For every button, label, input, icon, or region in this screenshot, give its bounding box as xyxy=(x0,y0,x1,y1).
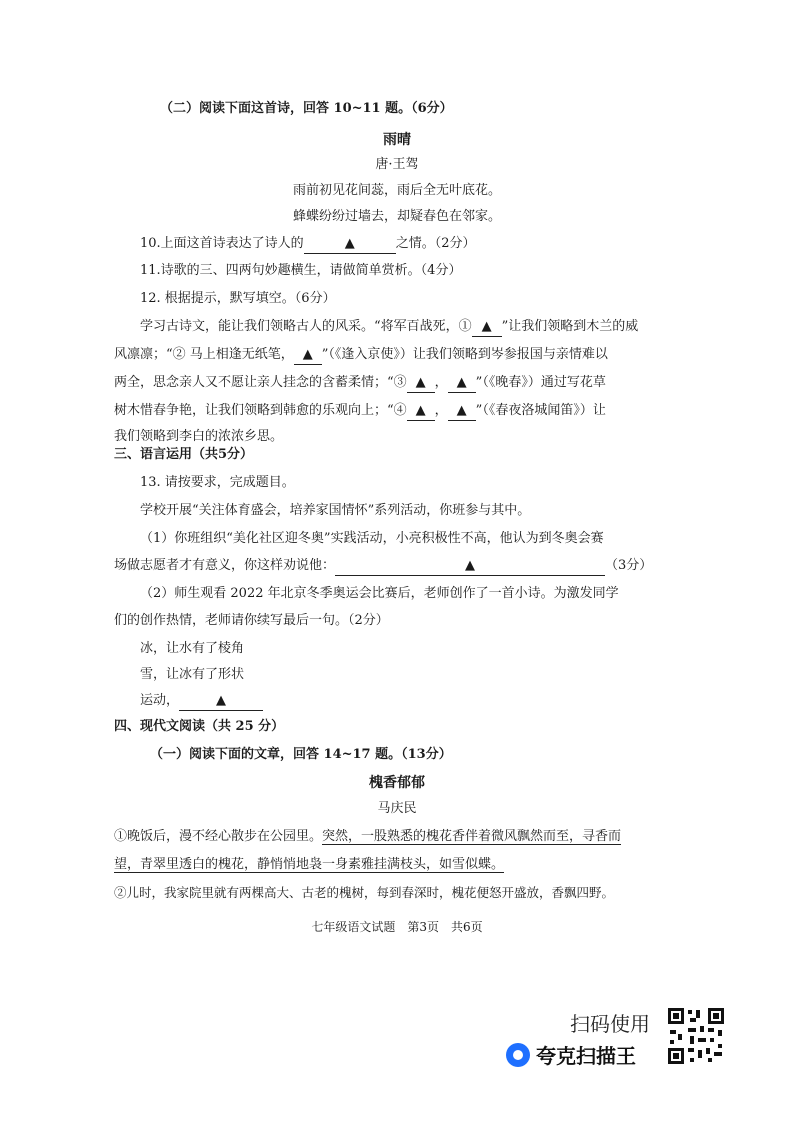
scanner-brand xyxy=(506,1040,636,1069)
text: 运动， xyxy=(140,693,180,708)
paragraph-line xyxy=(114,346,608,365)
answer-blank[interactable]: ▲ xyxy=(304,235,396,254)
text: 学习古诗文，能让我们领略古人的风采。“将军百战死，① xyxy=(140,319,472,334)
paragraph-line: 学校开展“关注体育盛会，培养家国情怀”系列活动，你班参与其中。 xyxy=(140,503,531,518)
poem-line: 冰，让水有了棱角 xyxy=(140,641,245,656)
text: ”（《春夜洛城闻笛》）让 xyxy=(475,403,606,418)
paragraph-line: （1）你班组织“美化社区迎冬奥”实践活动，小亮积极性不高，他认为到冬奥会赛 xyxy=(140,531,604,546)
section-header: （一）阅读下面的文章，回答 14~17 题。（13分） xyxy=(150,747,452,762)
text: 风凛凛；“② 马上相逢无纸笔， xyxy=(114,347,294,362)
paragraph-line xyxy=(114,856,504,874)
page-footer: 七年级语文试题 第3页 共6页 xyxy=(311,920,483,934)
text: ”（《晚春》）通过写花草 xyxy=(475,375,606,390)
answer-blank[interactable]: ▲ xyxy=(407,374,435,393)
answer-blank[interactable]: ▲ xyxy=(472,318,502,337)
poem-line xyxy=(140,692,263,711)
quark-logo-icon xyxy=(506,1043,530,1067)
paragraph-line: 树木惜春争艳，让我们领略到韩愈的乐观向上；“④ ▲ ， ▲ ”（《春夜洛城闻笛》）让 xyxy=(114,402,606,421)
scan-label: 扫码使用 xyxy=(570,1012,650,1036)
poem-title: 雨晴 xyxy=(383,132,411,148)
section-header: （二）阅读下面这首诗，回答 10~11 题。（6分） xyxy=(160,101,453,116)
brand-name: 夸克扫描王 xyxy=(536,1044,636,1068)
paragraph-line: 我们领略到李白的浓浓乡思。 xyxy=(114,429,284,444)
answer-blank[interactable]: ▲ xyxy=(335,557,605,576)
text: 树木惜春争艳，让我们领略到韩愈的乐观向上；“④ xyxy=(114,403,407,418)
poem-line: 雪，让冰有了形状 xyxy=(140,667,245,682)
paragraph-line: （2）师生观看 2022 年北京冬季奥运会比赛后，老师创作了一首小诗。为激发同学 xyxy=(140,586,619,601)
article-author: 马庆民 xyxy=(377,801,417,816)
text: ”（《逢入京使》）让我们领略到岑参报国与亲情难以 xyxy=(321,347,608,362)
paragraph-line xyxy=(140,318,638,337)
answer-blank[interactable]: ▲ xyxy=(448,402,476,421)
poem-line: 雨前初见花间蕊，雨后全无叶底花。 xyxy=(292,183,501,198)
paragraph-line: 们的创作热情，老师请你续写最后一句。（2分） xyxy=(114,613,389,628)
part-header: 三、语言运用（共5分） xyxy=(114,447,254,462)
poem-author: 唐·王驾 xyxy=(375,157,419,172)
question-13: 13. 请按要求，完成题目。 xyxy=(140,475,295,490)
text: ”让我们领略到木兰的威 xyxy=(501,319,639,334)
text: 两全，思念亲人又不愿让亲人挂念的含蓄柔情；“③ xyxy=(114,375,407,390)
answer-blank[interactable]: ▲ xyxy=(179,692,263,711)
answer-blank[interactable]: ▲ xyxy=(407,402,435,421)
paragraph-line xyxy=(114,828,621,846)
answer-blank[interactable]: ▲ xyxy=(448,374,476,393)
text: ①晚饭后，漫不经心散步在公园里。 xyxy=(114,829,323,844)
underlined-text: 突然，一股熟悉的槐花香伴着微风飘然而至，寻香而 xyxy=(322,829,622,844)
poem-line: 蜂蝶纷纷过墙去，却疑春色在邻家。 xyxy=(292,209,501,224)
question-10 xyxy=(140,235,475,254)
underlined-text: 望，青翠里透白的槐花，静悄悄地袅一身素雅挂满枝头，如雪似蝶。 xyxy=(114,857,505,872)
question-11: 11.诗歌的三、四两句妙趣横生，请做简单赏析。（4分） xyxy=(140,263,462,278)
question-text: 10.上面这首诗表达了诗人的 xyxy=(140,236,304,251)
answer-blank[interactable]: ▲ xyxy=(294,346,322,365)
question-12: 12. 根据提示，默写填空。（6分） xyxy=(140,291,336,306)
text: （3分） xyxy=(605,558,653,573)
text: 场做志愿者才有意义，你这样劝说他： xyxy=(114,558,336,573)
part-header: 四、现代文阅读（共 25 分） xyxy=(114,719,285,734)
qr-code-icon[interactable] xyxy=(666,1006,726,1066)
article-title: 槐香郁郁 xyxy=(369,775,425,791)
paragraph-line: 两全，思念亲人又不愿让亲人挂念的含蓄柔情；“③ ▲ ， ▲ ”（《晚春》）通过写花草 xyxy=(114,374,606,393)
question-text: 之情。（2分） xyxy=(395,236,476,251)
paragraph-line: ②儿时，我家院里就有两棵高大、古老的槐树，每到春深时，槐花便怒开盛放，香飘四野。 xyxy=(114,885,615,900)
paragraph-line xyxy=(114,557,652,576)
